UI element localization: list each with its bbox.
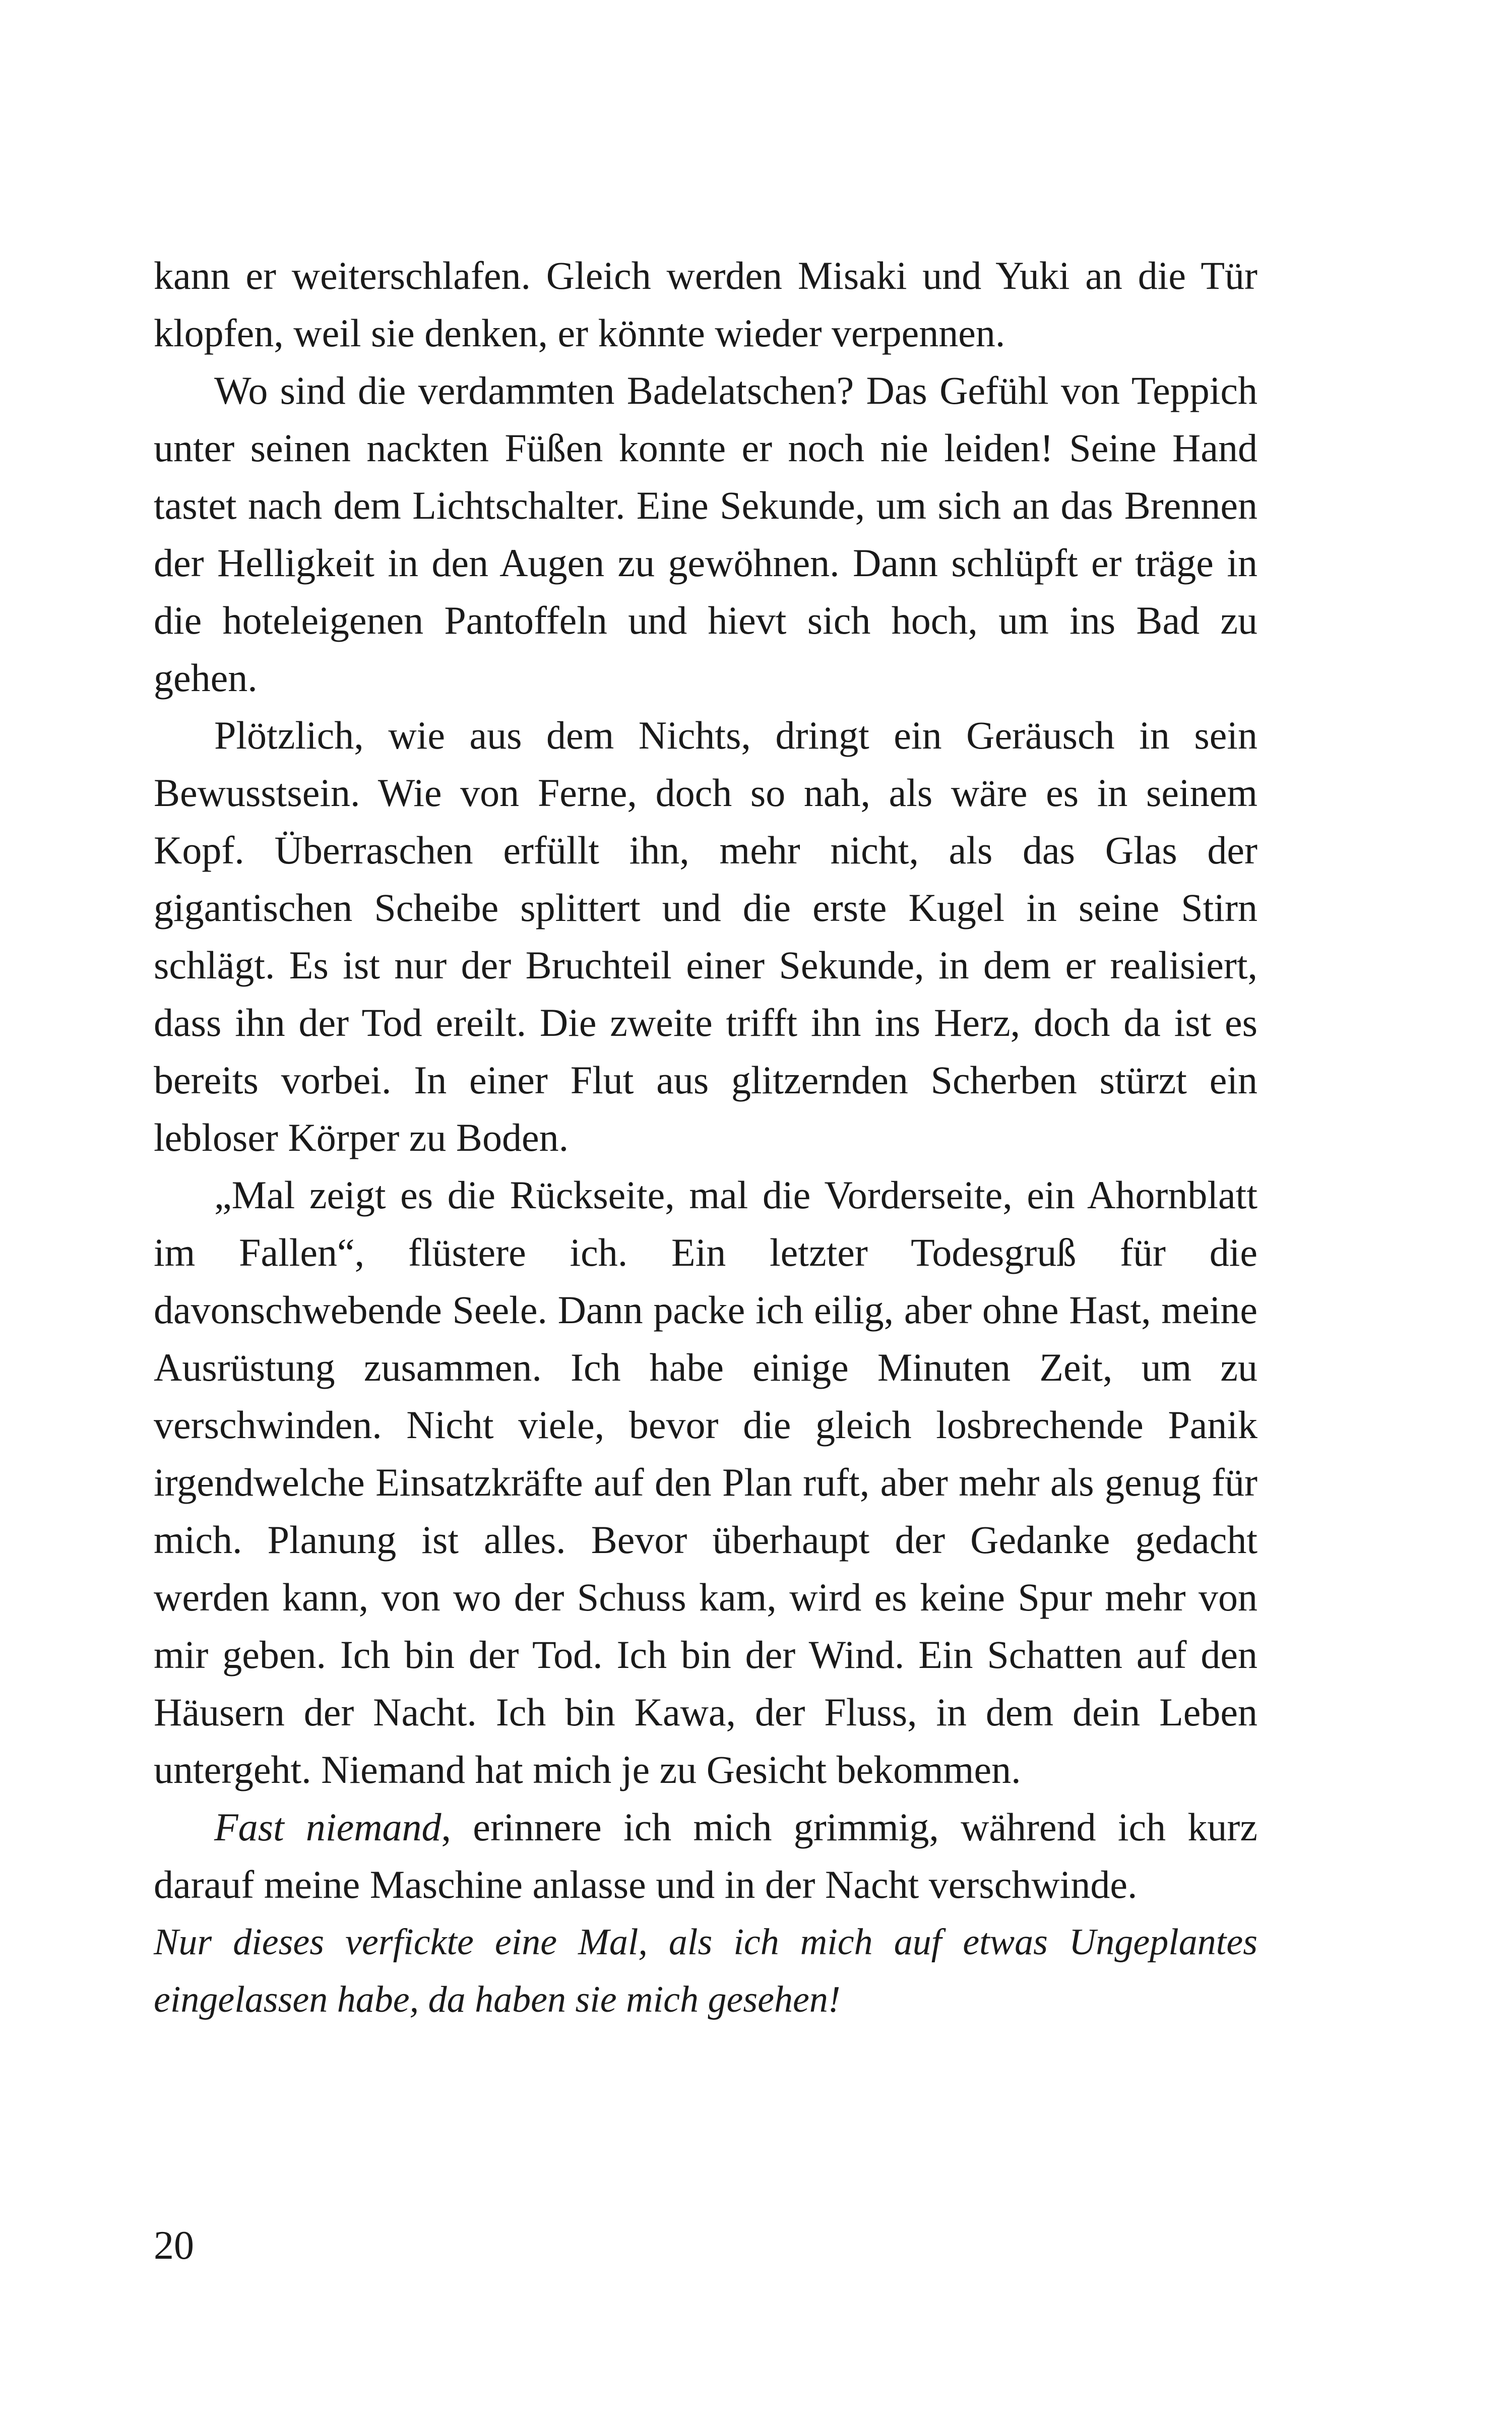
paragraph-4: „Mal zeigt es die Rückseite, mal die Vorderseite, ein Ahornblatt im Fallen“, flüstere ich. Ein letzter Todesgruß für die davonschwebende Seele. Dann packe ich eilig, aber ohne Hast, meine Ausrüstung zusammen. Ich habe einige Minuten Zeit, um zu verschwinden. Nicht viele, bevor die gleich losbrechende Panik irgendwelche Einsatzkräfte auf den Plan ruft, aber mehr als genug für mich. Planung ist alles. Bevor überhaupt der Gedanke gedacht werden kann, von wo der Schuss kam, wird es keine Spur mehr von mir geben. Ich bin der Tod. Ich bin der Wind. Ein Schatten auf den Häusern der Nacht. Ich bin Kawa, der Fluss, in dem dein Leben untergeht. Niemand hat mich je zu Gesicht bekommen. xyxy=(154,1173,1257,1791)
paragraph-3: Plötzlich, wie aus dem Nichts, dringt ein Geräusch in sein Bewusstsein. Wie von Ferne, doch so nah, als wäre es in seinem Kopf. Überraschen erfüllt ihn, mehr nicht, als das Glas der gigantischen Scheibe splittert und die erste Kugel in seine Stirn schlägt. Es ist nur der Bruchteil einer Sekunde, in dem er realisiert, dass ihn der Tod ereilt. Die zweite trifft ihn ins Herz, doch da ist es bereits vorbei. In einer Flut aus glitzernden Scherben stürzt ein lebloser Körper zu Boden. xyxy=(154,713,1257,1159)
page-number: 20 xyxy=(154,2223,194,2268)
italic-thought: Nur dieses verfickte eine Mal, als ich mich auf etwas Ungeplantes eingelassen habe, da haben sie mich gesehen! xyxy=(154,1922,1257,2020)
paragraph-1: kann er weiterschlafen. Gleich werden Misaki und Yuki an die Tür klopfen, weil sie denken, er könnte wieder verpennen. xyxy=(154,254,1257,355)
italic-emphasis: Fast niemand xyxy=(214,1805,442,1849)
paragraph-2: Wo sind die verdammten Badelatschen? Das Gefühl von Teppich unter seinen nackten Füßen konnte er noch nie leiden! Seine Hand tastet nach dem Lichtschalter. Eine Sekunde, um sich an das Brennen der Helligkeit in den Augen zu gewöhnen. Dann schlüpft er träge in die hoteleigenen Pantoffeln und hievt sich hoch, um ins Bad zu gehen. xyxy=(154,368,1257,700)
paragraph-5 xyxy=(154,1799,1257,1913)
body-text xyxy=(154,247,1257,2028)
paragraph-5-rest: , erinnere ich mich grimmig, während ich kurz darauf meine Maschine anlasse und in der Nacht verschwinde. xyxy=(154,1805,1257,1906)
